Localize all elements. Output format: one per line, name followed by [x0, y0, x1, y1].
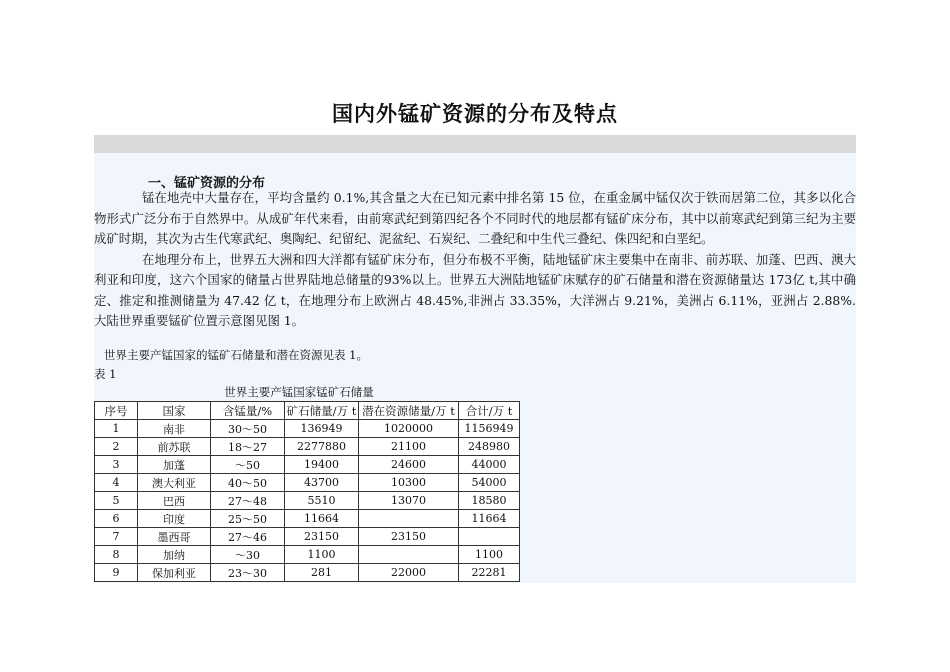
table-cell: 墨西哥 [138, 528, 211, 546]
table-cell: 54000 [459, 474, 520, 492]
table-cell: 3 [95, 456, 138, 474]
table-cell: 30～50 [211, 420, 285, 438]
table-caption: 世界主要产锰国家锰矿石储量 [224, 385, 374, 399]
table-cell: 27～48 [211, 492, 285, 510]
table-cell: 1100 [285, 546, 359, 564]
table-label: 表 1 [94, 367, 117, 381]
table-cell: 澳大利亚 [138, 474, 211, 492]
table-cell: 前苏联 [138, 438, 211, 456]
table-row [95, 510, 520, 528]
header-cell: 潜在资源储量/万 t [359, 402, 459, 420]
table-row [95, 528, 520, 546]
table-cell: 40～50 [211, 474, 285, 492]
header-cell: 矿石储量/万 t [285, 402, 359, 420]
table-cell: 2277880 [285, 438, 359, 456]
table-cell: 加纳 [138, 546, 211, 564]
table-cell: 9 [95, 564, 138, 582]
table-cell: 6 [95, 510, 138, 528]
table-cell: 南非 [138, 420, 211, 438]
table-cell [359, 546, 459, 564]
table-cell: 19400 [285, 456, 359, 474]
table-cell: 22281 [459, 564, 520, 582]
paragraph-1: 锰在地壳中大量存在，平均含量约 0.1%,其含量之大在已知元素中排名第 15 位，在重金属中锰仅次于铁而居第二位，其多以化合物形式广泛分布于自然界中。从成矿年代来看，由前寒武纪到第四纪各个不同时代的地层都有锰矿床分布，其中以前寒武纪到第三纪为主要成矿时期，其次为古生代寒武纪、奥陶纪、纪留纪、泥盆纪、石炭纪、二叠纪和中生代三叠纪、侏四纪和白垩纪。 [94, 190, 856, 246]
table-cell [359, 510, 459, 528]
table-cell: ～30 [211, 546, 285, 564]
table-intro: 世界主要产锰国家的锰矿石储量和潜在资源见表 1。 [104, 348, 368, 362]
table-header-row [95, 402, 520, 420]
header-cell: 含锰量/% [211, 402, 285, 420]
table-cell: 24600 [359, 456, 459, 474]
table-row [95, 492, 520, 510]
table-cell: 巴西 [138, 492, 211, 510]
table-row [95, 456, 520, 474]
table-cell: 加蓬 [138, 456, 211, 474]
header-bar [94, 135, 856, 153]
table-cell: 23150 [359, 528, 459, 546]
table-cell: 10300 [359, 474, 459, 492]
table-cell: 1 [95, 420, 138, 438]
document-title: 国内外锰矿资源的分布及特点 [332, 102, 618, 126]
table-cell: 13070 [359, 492, 459, 510]
table-row [95, 438, 520, 456]
table-cell: 4 [95, 474, 138, 492]
table-cell: 21100 [359, 438, 459, 456]
table-cell: 27～46 [211, 528, 285, 546]
table-cell: 5510 [285, 492, 359, 510]
table-cell: 25～50 [211, 510, 285, 528]
table-cell: 22000 [359, 564, 459, 582]
reserves-table [94, 401, 520, 582]
table-cell: 23150 [285, 528, 359, 546]
paragraph-2: 在地理分布上，世界五大洲和四大洋都有锰矿床分布，但分布极不平衡，陆地锰矿床主要集中在南非、前苏联、加蓬、巴西、澳大利亚和印度，这六个国家的储量占世界陆地总储量的93%以上。世界五大洲陆地锰矿床赋存的矿石储量和潜在资源储量达 173亿 t,其中确定、推定和推测储量为 47.42 亿 t，在地理分布上欧洲占 48.45%,非洲占 33.35%，大洋洲占 9.21%，美洲占 6.11%，亚洲占 2.88%.大陆世界重要锰矿位置示意图见图 1。 [94, 251, 856, 328]
table-cell: 8 [95, 546, 138, 564]
table-cell: 1020000 [359, 420, 459, 438]
table-cell: 1100 [459, 546, 520, 564]
table-cell: 281 [285, 564, 359, 582]
body-text [94, 188, 856, 332]
table-cell: 43700 [285, 474, 359, 492]
table-cell: ～50 [211, 456, 285, 474]
section-heading: 一、锰矿资源的分布 [148, 176, 266, 191]
table-cell: 11664 [285, 510, 359, 528]
table-row [95, 420, 520, 438]
table-row [95, 564, 520, 582]
table-cell: 23～30 [211, 564, 285, 582]
table-cell: 248980 [459, 438, 520, 456]
header-cell: 序号 [95, 402, 138, 420]
table-cell [459, 528, 520, 546]
table-row [95, 474, 520, 492]
table-cell: 5 [95, 492, 138, 510]
table-cell: 1156949 [459, 420, 520, 438]
header-cell: 国家 [138, 402, 211, 420]
table-row [95, 546, 520, 564]
table-cell: 保加利亚 [138, 564, 211, 582]
table-cell: 7 [95, 528, 138, 546]
table-cell: 44000 [459, 456, 520, 474]
table-cell: 印度 [138, 510, 211, 528]
table-cell: 18580 [459, 492, 520, 510]
table-cell: 136949 [285, 420, 359, 438]
header-cell: 合计/万 t [459, 402, 520, 420]
table-cell: 2 [95, 438, 138, 456]
table-cell: 11664 [459, 510, 520, 528]
table-cell: 18～27 [211, 438, 285, 456]
